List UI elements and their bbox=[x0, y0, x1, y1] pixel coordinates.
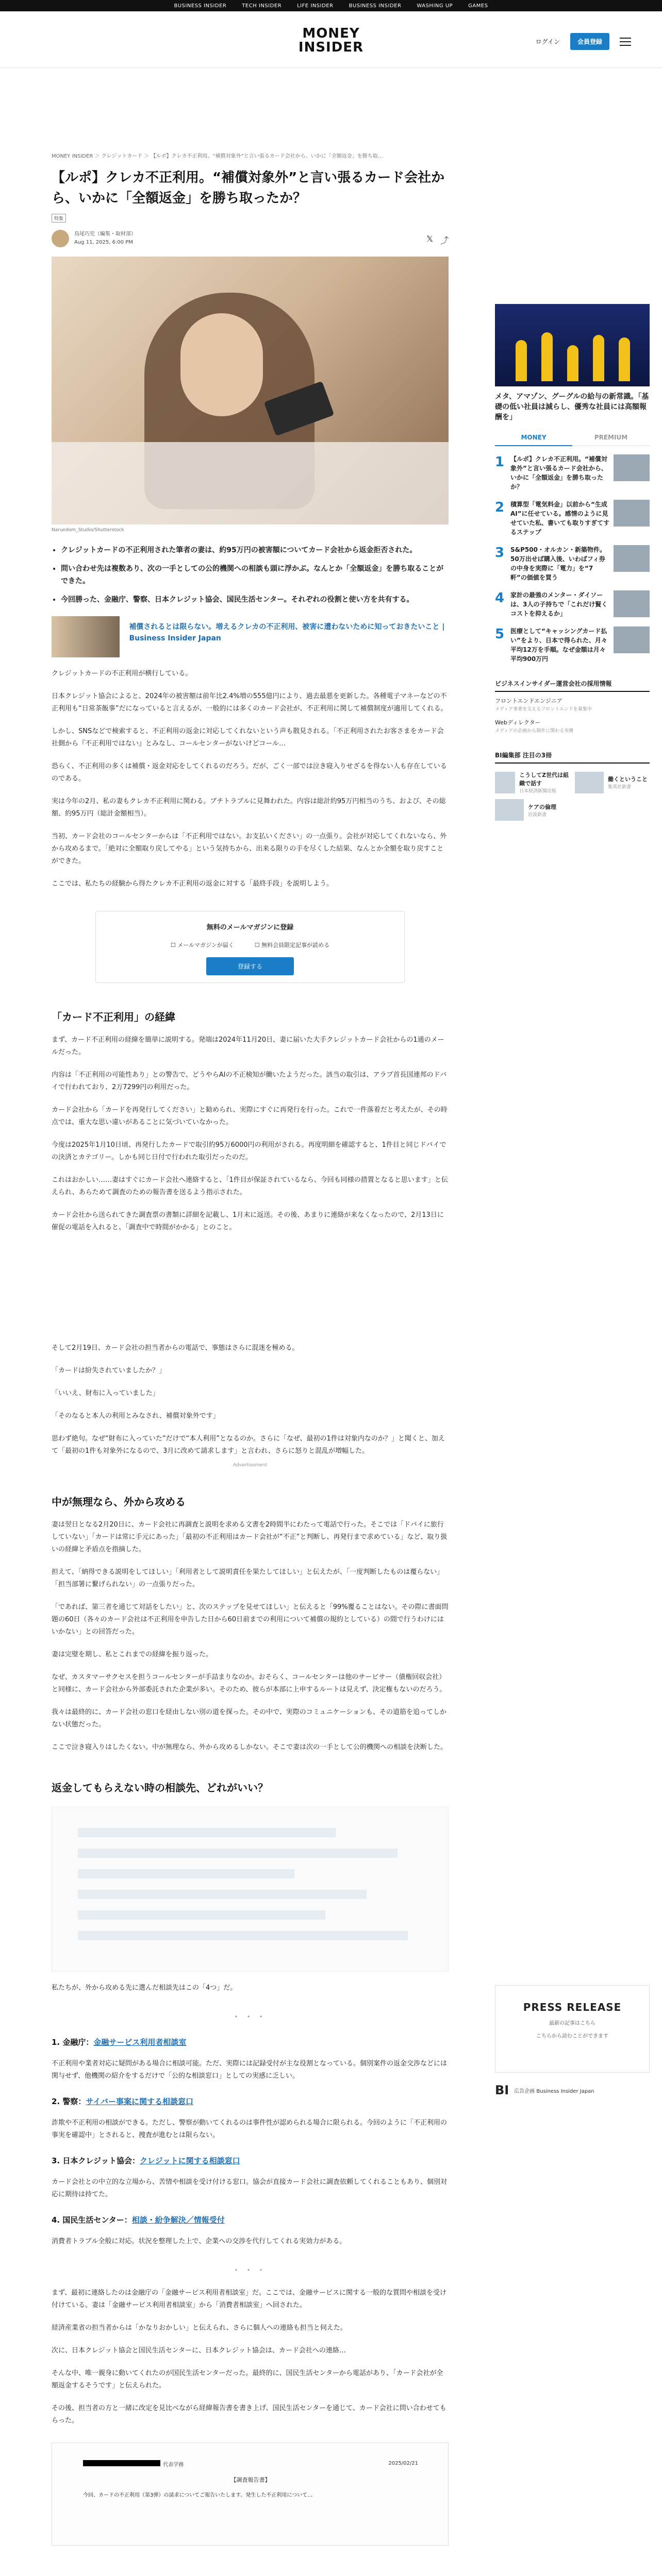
press-release-title: PRESS RELEASE bbox=[523, 2001, 622, 2013]
signup-button[interactable]: 会員登録 bbox=[570, 33, 609, 50]
paragraph: 私たちが、外から攻める先に選んだ相談先はこの「4つ」だ。 bbox=[52, 1984, 237, 1992]
newsletter-option[interactable]: ☐ 無料会員限定記事が読める bbox=[255, 941, 329, 949]
ranking-item[interactable]: 5 医療として“キャッシングカード払い”をより、日本で得られた、月々平均12万を手順。なぜ金額は月々平均900万円 bbox=[495, 626, 650, 664]
book-thumbnail bbox=[575, 772, 604, 793]
paragraph: 内容は「不正利用の可能性あり」との警告で、どうやらAIの不正検知が働いたようだった。該当の取引は、アラブ首長国連邦のドバイで行われており、2万7299円の利用だった。 bbox=[52, 1071, 447, 1091]
paragraph: 妻は翌日となる2月20日に、カード会社に再調査と説明を求める文書を2時間半にわたって電話で行った。そこでは「ドバイに旅行していない」「カードは常に手元にあった」「最初の不正利用はカード会社が“不正”と判断し、再発行まで求めている」など、取り扱いの経緯と矛盾点を指摘した。 bbox=[52, 1521, 448, 1553]
author-avatar bbox=[52, 230, 69, 247]
press-release-link[interactable]: こちらから読むことができます bbox=[536, 2033, 608, 2039]
related-article-title[interactable]: 補償されるとは限らない。増えるクレカの不正利用、被害に遭わないために知っておきたいこと | Business Insider Japan bbox=[129, 623, 445, 642]
paragraph: 恐らく、不正利用の多くは補償・返金対応をしてくれるのだろう。だが、ごく一部では泣き寝入りせざるを得ない人も存在しているのである。 bbox=[52, 762, 447, 783]
section-heading: 中が無理なら、外から攻める bbox=[52, 1496, 186, 1508]
jobs-heading: ビジネスインサイダー運営会社の採用情報 bbox=[495, 679, 650, 692]
related-article-thumbnail bbox=[52, 616, 120, 657]
summary-item: • 今回勝った、金融庁、警察、日本クレジット協会、国民生活センター。それぞれの役割と使い方を共有する。 bbox=[61, 594, 449, 606]
book-thumbnail bbox=[495, 799, 524, 821]
article-main bbox=[52, 149, 449, 2546]
paragraph: これはおかしい……妻はすぐにカード会社へ連絡すると、「1件目が保証されているなら、今回も同様の措置となると思います」と伝えられ、あらためて調査のための報告書を送るよう指示された。 bbox=[52, 1176, 448, 1196]
topnav-business-insider-2[interactable]: BUSINESS INSIDER bbox=[349, 3, 402, 9]
summary-item: • クレジットカードの不正利用された筆者の妻は、約95万円の被害額についてカード会社から返金拒否された。 bbox=[61, 544, 449, 556]
ranking-thumbnail bbox=[614, 590, 650, 617]
separator-dots: ・・・ bbox=[231, 2012, 269, 2023]
paragraph: 担えて、「納得できる説明をしてほしい」「利用者として説明責任を果たしてほしい」と伝えたが、「一度判断したものは覆らない」「担当部署に繋げられない」の一点張りだった。 bbox=[52, 1568, 444, 1588]
summary-item: • 問い合わせ先は複数あり、次の一手としての公的機関への相談も頭に浮かぶ。なんとか「全額返金」を勝ち取ることができた。 bbox=[61, 563, 449, 587]
sidebar bbox=[495, 304, 650, 2097]
placeholder-figure bbox=[52, 1807, 449, 1972]
related-article-card[interactable] bbox=[52, 616, 449, 657]
contact-link[interactable]: 相談・紛争解決／情報受付 bbox=[131, 2215, 225, 2225]
paragraph: 今度は2025年1月10日頃、再発行したカードで取引約95万6000円の利用がされる。再度明細を確認すると、1件目と同じドバイでの決済とカテゴリー。しかも同じ日付で行われた取引だったのだ。 bbox=[52, 1141, 446, 1161]
paragraph: 次に、日本クレジット協会と国民生活センターに、日本クレジット協会は、カード会社への連絡… bbox=[52, 2347, 346, 2354]
article-body bbox=[52, 668, 449, 890]
inline-ad-slot bbox=[52, 1249, 449, 1332]
newsletter-signup bbox=[95, 911, 405, 983]
contact-link[interactable]: クレジットに関する相談窓口 bbox=[139, 2156, 240, 2165]
paragraph: 経済産業省の担当者からは「かなりおかしい」と伝えられ、さらに個人への連絡も担当と伺えた。 bbox=[52, 2324, 347, 2332]
ranking-item[interactable]: 1 【ルポ】クレカ不正利用。“補償対象外”と言い張るカード会社から、いかに「全額返金」を勝ち取ったか？ bbox=[495, 454, 650, 492]
article-title: 【ルポ】クレカ不正利用。“補償対象外”と言い張るカード会社から、いかに「全額返金」を勝ち取ったか？ bbox=[52, 170, 445, 206]
topnav-business-insider[interactable]: BUSINESS INSIDER bbox=[174, 3, 227, 9]
sidebar-feature-title[interactable]: メタ、アマゾン、グーグルの給与の新常識。「基礎の低い社員は減らし、優秀な社員には高額報酬を」 bbox=[495, 393, 649, 421]
ranking-item[interactable]: 4 家計の最強のメンター・ダイソーは、3人の子持ちで「これだけ賢くコストを抑えるか」 bbox=[495, 590, 650, 618]
contact-list bbox=[52, 2037, 449, 2248]
report-document-image: 代表学務 2025/02/21 【調査報告書】 今回、カードの不正利用（第3弾）の請求についてご報告いたします。発生した不正利用について… bbox=[52, 2443, 449, 2546]
job-item[interactable]: フロントエンドエンジニア メディア事業を支えるフロントエンドを募集中 bbox=[495, 698, 592, 712]
ranking-item[interactable]: 2 積算型「電気料金」以前から“生成AI”に任せている。感情のように見せていた私、書いても取りすぎてするステップ bbox=[495, 500, 650, 537]
newsletter-register-button[interactable]: 登録する bbox=[206, 957, 294, 975]
topnav-life-insider[interactable]: LIFE INSIDER bbox=[297, 3, 334, 9]
paragraph: そして2月19日、カード会社の担当者からの電話で、事態はさらに混迷を極める。 bbox=[52, 1344, 299, 1352]
contact-item: 1. 金融庁：金融サービス利用者相談室 不正利用や業者対応に疑問がある場合に相談可能。ただ、実際には記録受付が主な役割となっている。個別案件の返金交渉などには関与せず、他機関の紹介をするだけで「公的な相談窓口」としての実感に乏しい。 bbox=[52, 2038, 448, 2080]
article-summary bbox=[52, 544, 449, 606]
paragraph: カード会社から「カードを再発行してください」と勧められ、実際にすぐに再発行を行った。これで一件落着だと考えたが、その時点では、重大な思い違いがあることに気づいていなかった。 bbox=[52, 1106, 448, 1126]
image-caption: Naruedom_Studio/Shutterstock bbox=[52, 528, 124, 533]
ranking-tabs bbox=[495, 430, 650, 446]
share-icon[interactable]: ⤴ bbox=[440, 235, 449, 245]
paragraph: 当初、カード会社のコールセンターからは「不正利用ではない。お支払いください」の一点張り。会社が対応してくれないなら、外から攻めるまで。「絶対に全額取り戻してやる」という気持ちから、出来る限りの手を尽くした結果、なんとか全額を取り戻すことができた。 bbox=[52, 833, 447, 865]
ranking-thumbnail bbox=[614, 500, 650, 527]
paragraph: 「カードは紛失されていましたか？」 bbox=[52, 1367, 166, 1375]
paragraph: 「いいえ、財布に入っていました」 bbox=[52, 1389, 159, 1397]
newsletter-option[interactable]: ☐ メールマガジンが届く bbox=[171, 941, 234, 949]
newsletter-title: 無料のメールマガジンに登録 bbox=[206, 924, 294, 931]
breadcrumb[interactable]: MONEY INSIDER ＞ クレジットカード ＞ 【ルポ】クレカ不正利用。“補償対象外”と言い張るカード会社から、いかに「全額返金」を勝ち取… bbox=[52, 154, 383, 159]
bi-books-list bbox=[495, 771, 650, 821]
ranking-thumbnail bbox=[614, 545, 650, 572]
contact-link[interactable]: サイバー事案に関する相談窓口 bbox=[86, 2097, 194, 2106]
publish-date: Aug 11, 2025, 6:00 PM bbox=[74, 240, 133, 245]
paragraph: まず、カード不正利用の経緯を簡単に説明する。発端は2024年11月20日、妻に届いた大手クレジットカード会社からの1通のメールだった。 bbox=[52, 1036, 444, 1056]
hamburger-menu-icon[interactable] bbox=[620, 38, 631, 46]
topnav-tech-insider[interactable]: TECH INSIDER bbox=[242, 3, 282, 9]
separator-dots: ・・・ bbox=[231, 2265, 269, 2276]
paragraph: 妻は完璧を期し、私とこれまでの経緯を振り返った。 bbox=[52, 1651, 213, 1658]
section-heading: 返金してもらえない時の相談先、どれがいい？ bbox=[52, 1782, 268, 1794]
sidebar-spacer bbox=[495, 821, 650, 1954]
sidebar-feature-image[interactable] bbox=[495, 304, 650, 386]
article-tag[interactable]: 特集 bbox=[52, 214, 66, 223]
contact-link[interactable]: 金融サービス利用者相談室 bbox=[93, 2038, 187, 2047]
book-item[interactable]: 働くということ 集英社新書 bbox=[575, 771, 650, 794]
advertisement-label: Advertisement bbox=[233, 1463, 268, 1468]
section-heading: 「カード不正利用」の経緯 bbox=[52, 1011, 175, 1023]
topnav-washing-up[interactable]: WASHING UP bbox=[417, 3, 453, 9]
author-name[interactable]: 鳥尾巧児（編集・取材部） bbox=[74, 231, 136, 237]
ranking-thumbnail bbox=[614, 626, 650, 653]
byline bbox=[52, 230, 449, 247]
x-share-icon[interactable]: 𝕏 bbox=[426, 234, 433, 244]
paragraph: 「であれば、第三者を通じて対話をしたい」と、次のステップを見せてほしい」と伝えると「99%覆ることはない。その際に書面問題の60日（各々のカード会社は不正利用を申告した日から60日前までの利用について補償の規約としている）の間で行うわけにはいかない」との回答だった。 bbox=[52, 1603, 449, 1636]
paragraph: 実は今年の2月、私の妻もクレカ不正利用に関わる。ブチトラブルに見舞われた。内容は総計約95万円相当のうち、および、その総額、約95万円（総計金額相当）。 bbox=[52, 798, 446, 818]
bi-footer-promo[interactable]: BI 広告企画 Business Insider Japan bbox=[495, 2083, 594, 2097]
bi-logo: BI bbox=[495, 2083, 509, 2097]
paragraph: 思わず絶句。なぜ“財布に入っていた”だけで“本人利用”となるのか。さらに「なぜ、最初の1件は対象内なのか？」と聞くと、加えて「最初の1件も対象外になるので、3月に改めて請求します」と言われ、さらに怒りと混乱が増幅した。 bbox=[52, 1435, 445, 1455]
paragraph: まず、最初に連絡したのは金融庁の「金融サービス利用者相談室」だ。ここでは、金融サービスに関する一般的な質問や相談を受け付けている。妻は「金融サービス利用者相談室」から「消費者相談室」へ回された。 bbox=[52, 2289, 446, 2309]
paragraph: 「そのなると本人の利用とみなされ、補償対象外です」 bbox=[52, 1412, 220, 1420]
ranking-item[interactable]: 3 S&P500・オルカン・新築物件。50万出せば購入後、いわばフィ券の中身を実際に「電力」を“7軒”の価値を買う bbox=[495, 545, 650, 582]
login-link[interactable]: ログイン bbox=[535, 38, 560, 45]
money-insider-logo[interactable]: MONEY INSIDER bbox=[298, 26, 364, 55]
job-item[interactable]: Webディレクター メディアの企画から制作に関わる実務 bbox=[495, 719, 574, 734]
top-ad-slot bbox=[124, 77, 538, 139]
top-navigation bbox=[0, 0, 662, 11]
paragraph: ここでは、私たちの経験から得たクレカ不正利用の返金に対する「最終手段」を説明しよう。 bbox=[52, 880, 334, 888]
contact-item: 2. 警察：サイバー事案に関する相談窓口 詐欺や不正利用の相談ができる。ただし、警察が動いてくれるのは事件性が認められる場合に限られる。今回のように「不正利用の事実を確認中」とされると、捜査が進むとは限らない。 bbox=[52, 2097, 448, 2139]
hero-image bbox=[52, 257, 449, 524]
paragraph: カード会社から送られてきた調査票の書類に詳細を記載し、1月末に返送。その後、あまりに連絡が来なくなったので、2月13日に催促の電話を入れると、「調査中で時間がかかる」とのこと。 bbox=[52, 1211, 444, 1231]
paragraph: そんな中、唯一親身に動いてくれたのが国民生活センターだった。最終的に、国民生活センターから電話があり、「カード会社が全額返金するそうです」と伝えられた。 bbox=[52, 2369, 443, 2389]
ranking-thumbnail bbox=[614, 454, 650, 481]
paragraph: 我々は最終的に、カード会社の窓口を経由しない別の道を探った。その中で、実際のコミュニケーションも、その道筋を追ってしかない状態だった。 bbox=[52, 1708, 446, 1728]
press-release-box[interactable]: PRESS RELEASE 最新の記事はこちら こちらから読むことができます bbox=[495, 1985, 650, 2073]
paragraph: その後、担当者の方と一緒に改定を見比べながら経緯報告書を書き上げ、国民生活センターを通じて、カード会社に問い合わせてもらった。 bbox=[52, 2404, 446, 2425]
site-header bbox=[0, 11, 662, 68]
contact-item: 4. 国民生活センター：相談・紛争解決／情報受付 消費者トラブル全般に対応。状況を整理した上で、企業への交渉を代行してくれる実効力がある。 bbox=[52, 2215, 346, 2245]
paragraph: 日本クレジット協会によると、2024年の被害額は前年比2.4%増の555億円により、過去最悪を更新した。各種電子マネーなどの不正利用も“日常茶飯事”だになっていると言えるが、一般的には多くのカード会社が、不正利用に関して補償制度が適用してくれる。 bbox=[52, 692, 448, 713]
book-thumbnail bbox=[495, 772, 515, 793]
paragraph: クレジットカードの不正利用が横行している。 bbox=[52, 670, 192, 677]
tab-money[interactable]: MONEY bbox=[495, 430, 572, 446]
book-item[interactable]: ケアの倫理 岩波新書 bbox=[495, 799, 570, 821]
topnav-games[interactable]: GAMES bbox=[468, 3, 488, 9]
tab-premium[interactable]: PREMIUM bbox=[594, 434, 628, 441]
contact-item: 3. 日本クレジット協会：クレジットに関する相談窓口 カード会社との中立的な立場から、苦情や相談を受け付ける窓口。協会が直接カード会社に調査依頼してくれることもあり、個別対応に期待は持てた。 bbox=[52, 2156, 448, 2198]
paragraph: ここで泣き寝入りはしたくない。中が無理なら、外から攻めるしかない。そこで妻は次の一手として公的機関への相談を決断した。 bbox=[52, 1743, 448, 1751]
paragraph: しかし、SNSなどで検索すると、不正利用の返金に対応してくれないという声も散見される。「不正利用されたお客さまをカード会社側から『不正利用ではない』とみなし、コールセンターがないけどコール… bbox=[52, 727, 444, 748]
paragraph: なぜ、カスタマーサクセスを担うコールセンターが手詰まりなのか。おそらく、コールセンターは他のサービサー（債権回収会社）と同様に、カード会社から外部委託された企業が多い。そのため、彼らが本部に上申するルートは見えず、決定権もないのだろう。 bbox=[52, 1673, 446, 1693]
book-item[interactable]: こうしてZ世代は組織で話す 日本経済新聞出版 bbox=[495, 771, 570, 794]
bi-books-heading: BI編集部 注目の3冊 bbox=[495, 751, 650, 764]
